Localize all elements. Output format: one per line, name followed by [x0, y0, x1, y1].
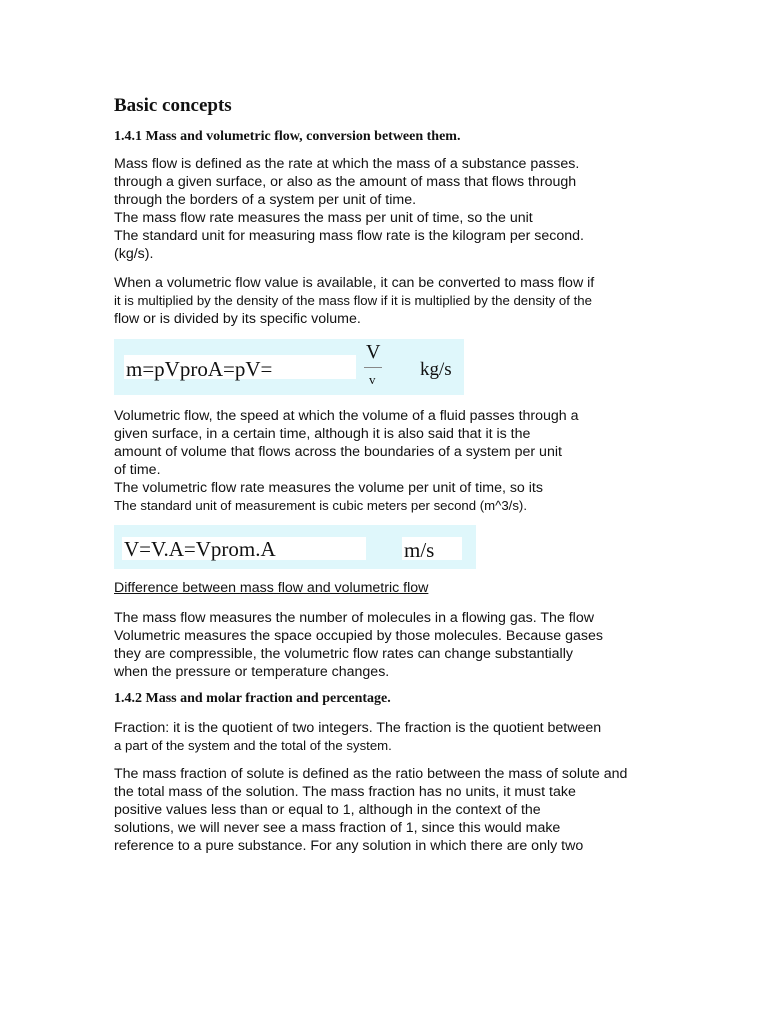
text-line: it is multiplied by the density of the mass flow if it is multiplied by the density of the [114, 293, 592, 308]
fraction-bar [364, 367, 382, 368]
formula-unit: kg/s [420, 359, 452, 380]
text-line: through the borders of a system per unit of time. [114, 192, 417, 208]
fraction-denominator: v [369, 372, 376, 387]
text-line: (kg/s). [114, 246, 154, 262]
mass-flow-formula [114, 339, 464, 395]
section-heading-mass-molar-fraction: 1.4.2 Mass and molar fraction and percentage. [114, 691, 391, 706]
text-line: the total mass of the solution. The mass fraction has no units, it must take [114, 784, 576, 800]
text-line: The volumetric flow rate measures the volume per unit of time, so its [114, 480, 543, 496]
difference-subtitle: Difference between mass flow and volumetric flow [114, 580, 429, 596]
text-line: through a given surface, or also as the amount of mass that flows through [114, 174, 577, 190]
text-line: reference to a pure substance. For any solution in which there are only two [114, 838, 584, 854]
text-line: solutions, we will never see a mass fraction of 1, since this would make [114, 820, 561, 836]
text-line: positive values less than or equal to 1, although in the context of the [114, 802, 541, 818]
text-line: Mass flow is defined as the rate at which the mass of a substance passes. [114, 156, 580, 172]
text-line: The standard unit of measurement is cubic meters per second (m^3/s). [114, 498, 527, 513]
text-line: flow or is divided by its specific volume. [114, 311, 361, 327]
section-heading-mass-volumetric-flow: 1.4.1 Mass and volumetric flow, conversion between them. [114, 129, 461, 144]
paragraph-conversion [114, 274, 674, 328]
text-line: Volumetric measures the space occupied by those molecules. Because gases [114, 628, 603, 644]
paragraph-mass-fraction [114, 765, 674, 855]
text-line: amount of volume that flows across the boundaries of a system per unit [114, 444, 562, 460]
text-line: The standard unit for measuring mass flow rate is the kilogram per second. [114, 228, 584, 244]
formula-expression: m=pVproA=pV= [126, 357, 273, 381]
formula-unit: m/s [404, 538, 435, 562]
paragraph-difference [114, 609, 674, 681]
text-line: of time. [114, 462, 161, 478]
text-line: Volumetric flow, the speed at which the volume of a fluid passes through a [114, 408, 579, 424]
text-line: given surface, in a certain time, although it is also said that it is the [114, 426, 531, 442]
text-line: Fraction: it is the quotient of two integers. The fraction is the quotient between [114, 720, 602, 736]
text-line: when the pressure or temperature changes. [114, 664, 390, 680]
fraction-numerator: V [366, 341, 381, 363]
text-line: a part of the system and the total of the system. [114, 738, 392, 753]
text-line: The mass fraction of solute is defined as the ratio between the mass of solute and [114, 766, 628, 782]
text-line: they are compressible, the volumetric flow rates can change substantially [114, 646, 573, 662]
paragraph-mass-flow-definition [114, 155, 674, 263]
formula-expression: V=V.A=Vprom.A [124, 537, 276, 561]
volumetric-flow-formula [114, 525, 476, 569]
paragraph-fraction-definition [114, 719, 674, 755]
text-line: The mass flow measures the number of molecules in a flowing gas. The flow [114, 610, 594, 626]
text-line: The mass flow rate measures the mass per unit of time, so the unit [114, 210, 533, 226]
paragraph-volumetric-flow [114, 407, 674, 515]
page-title: Basic concepts [114, 95, 232, 116]
text-line: When a volumetric flow value is available, it can be converted to mass flow if [114, 275, 595, 291]
